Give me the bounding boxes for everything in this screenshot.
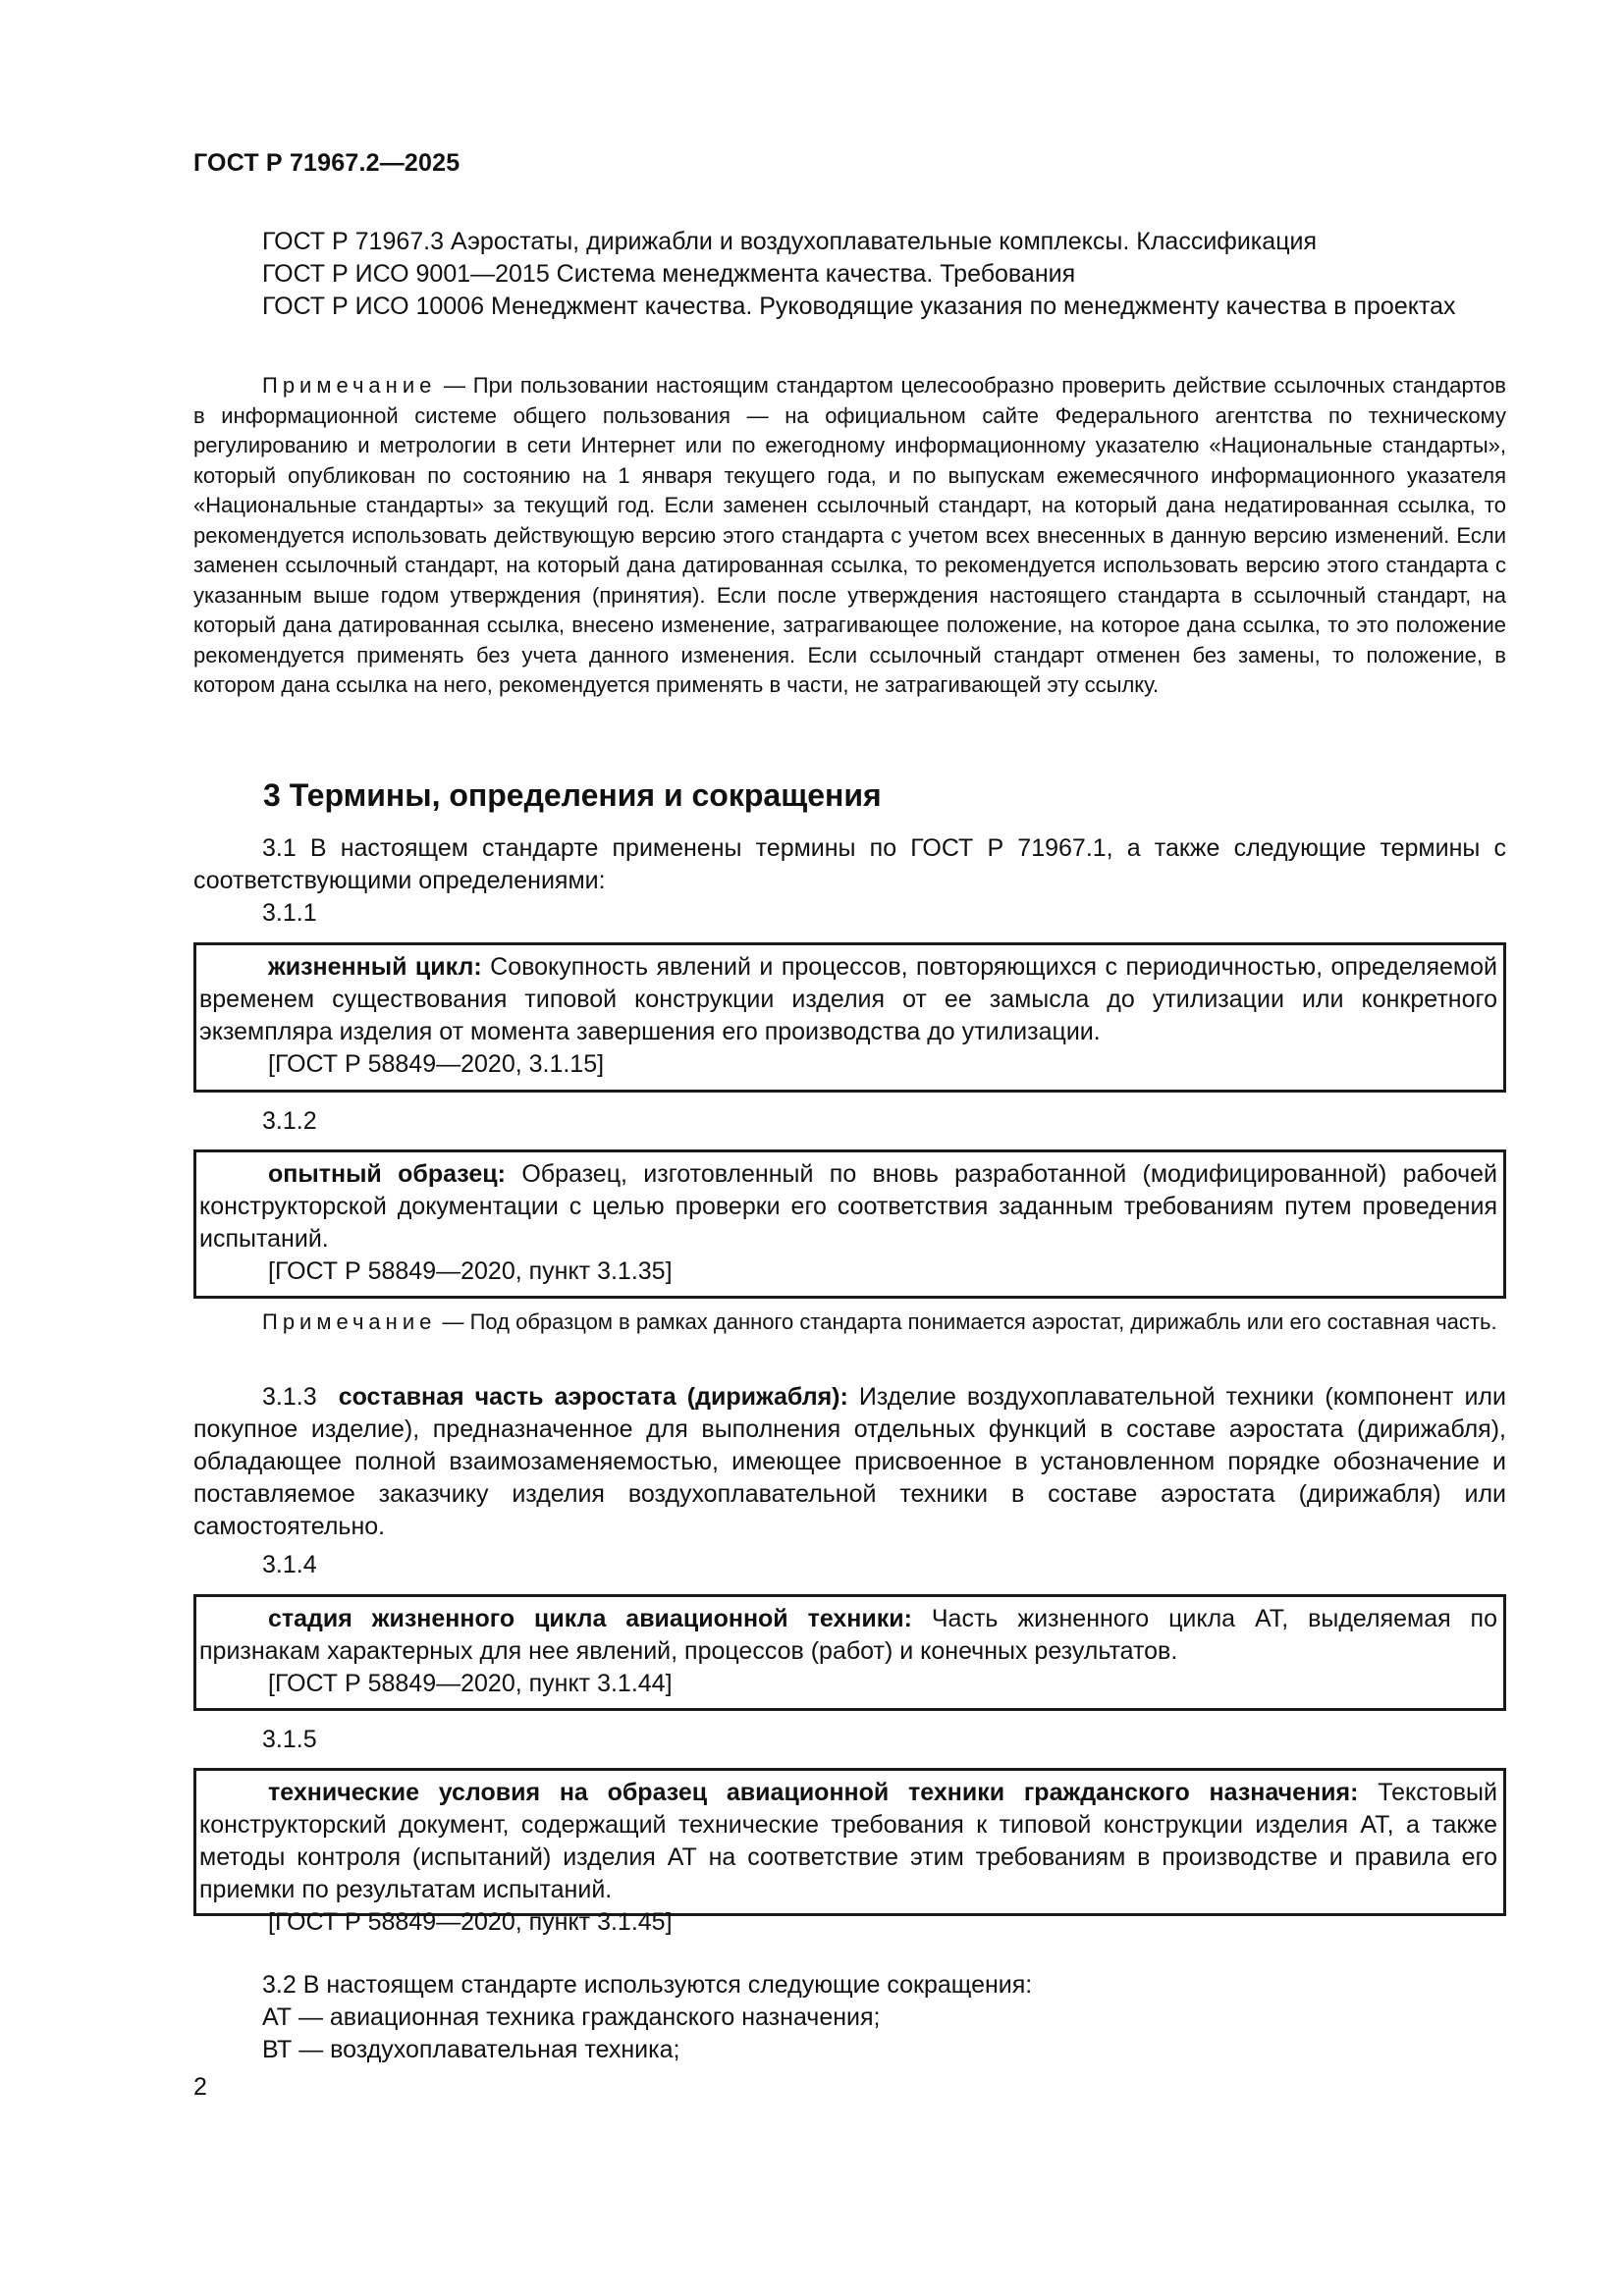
page-number: 2 [193,2073,207,2101]
term-name: составная часть аэростата (дирижабля): [338,1383,848,1411]
abbreviations-intro: 3.2 В настоящем стандарте используются следующие сокращения: [262,1971,1033,1999]
term-box-technical-conditions [193,1768,1506,1936]
note-text: — Под образцом в рамках данного стандарта понимается аэростат, дирижабль или его составная часть. [436,1309,1497,1334]
term-source: [ГОСТ Р 58849—2020, пункт 3.1.35] [268,1257,673,1285]
term-source: [ГОСТ Р 58849—2020, пункт 3.1.45] [268,1908,673,1936]
term-number: 3.1.1 [262,899,317,927]
term-number: 3.1.4 [262,1551,317,1578]
term-name: технические условия на образец авиационной техники гражданского назначения: [268,1779,1359,1806]
section-intro [193,832,1506,897]
term-number: 3.1.3 [262,1383,317,1411]
abbreviation-item: ВТ — воздухоплавательная техника; [262,2036,680,2063]
term-box-prototype [193,1149,1506,1299]
reference-item: ГОСТ Р ИСО 9001—2015 Система менеджмента качества. Требования [262,260,1076,288]
term-definition: Часть жизненного цикла АТ, выделяемая по признакам характерных для нее явлений, процессов (работ) и конечных результатов. [199,1605,1497,1665]
section-heading: 3 Термины, определения и сокращения [263,777,882,813]
term-definition: Изделие воздухоплавательной техники (компонент или покупное изделие), предназначенное для выполнения отдельных функций в составе аэростата (дирижабля), обладающее полной взаимозаменяемостью, имеющее присвоенное в установленном порядке обозначение и поставляемое заказчику изделия воздухоплавательной техники в составе аэростата (дирижабля) или самостоятельно. [193,1383,1506,1540]
term-box-lifecycle-stage [193,1594,1506,1711]
note-label: Примечание [262,373,437,398]
term-source: [ГОСТ Р 58849—2020, 3.1.15] [268,1050,605,1078]
abbreviation-item: АТ — авиационная техника гражданского назначения; [262,2003,881,2031]
term-definition: Образец, изготовленный по вновь разработанной (модифицированной) рабочей конструкторской документации с целью проверки его соответствия заданным требованиям путем проведения испытаний. [199,1160,1497,1253]
note-text: — При пользовании настоящим стандартом целесообразно проверить действие ссылочных стандартов в информационной системе общего пользования — на официальном сайте Федерального агентства по техническому регулированию и метрологии в сети Интернет или по ежегодному информационному указателю «Национальные стандарты», который опубликован по состоянию на 1 января текущего года, и по выпускам ежемесячного информационного указателя «Национальные стандарты» за текущий год. Если заменен ссылочный стандарт, на который дана недатированная ссылка, то рекомендуется использовать действующую версию этого стандарта с учетом всех внесенных в данную версию изменений. Если заменен ссылочный стандарт, на который дана датированная ссылка, то рекомендуется использовать версию этого стандарта с указанным выше годом утверждения (принятия). Если после утверждения настоящего стандарта в ссылочный стандарт, на который дана датированная ссылка, внесено изменение, затрагивающее положение, на которое дана ссылка, то это положение рекомендуется применять без учета данного изменения. Если ссылочный стандарт отменен без замены, то положение, в котором дана ссылка на него, рекомендуется применять в части, не затрагивающей эту ссылку. [193,373,1506,697]
intro-paragraph: 3.1 В настоящем стандарте применены термины по ГОСТ Р 71967.1, а также следующие термины с соответствующими определениями: [193,834,1506,894]
term-definition: Совокупность явлений и процессов, повторяющихся с периодичностью, определяемой временем существования типовой конструкции изделия от ее замысла до утилизации или конкретного экземпляра изделия от момента завершения его производства до утилизации. [199,953,1497,1045]
normative-references [193,226,1506,323]
abbreviations-section [193,1969,1506,2066]
term-name: стадия жизненного цикла авиационной техники: [268,1605,912,1632]
term-number: 3.1.2 [262,1107,317,1135]
term-definition: Текстовый конструкторский документ, содержащий технические требования к типовой конструкции изделия АТ, а также методы контроля (испытаний) изделия АТ на соответствие этим требованиям в производстве и правила его приемки по результатам испытаний. [199,1779,1497,1903]
document-header: ГОСТ Р 71967.2—2025 [193,149,460,177]
term-number: 3.1.5 [262,1726,317,1753]
note-label: Примечание [262,1309,437,1334]
note-references [193,371,1506,701]
term-box-life-cycle [193,942,1506,1093]
term-name: опытный образец: [268,1160,506,1188]
term-name: жизненный цикл: [268,953,482,981]
reference-item: ГОСТ Р ИСО 10006 Менеджмент качества. Руководящие указания по менеджменту качества в проектах [262,293,1456,320]
term-component [193,1381,1506,1543]
reference-item: ГОСТ Р 71967.3 Аэростаты, дирижабли и воздухоплавательные комплексы. Классификация [262,228,1318,255]
term-source: [ГОСТ Р 58849—2020, пункт 3.1.44] [268,1670,673,1697]
note-prototype [193,1308,1506,1338]
